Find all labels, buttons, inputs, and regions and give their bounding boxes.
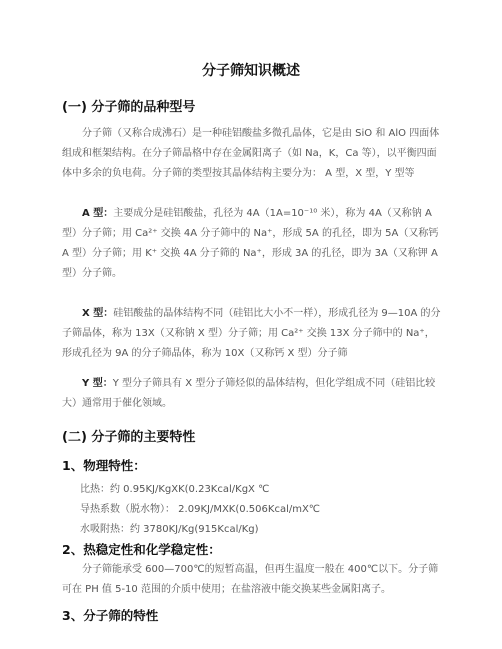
paragraph-type-y [62, 374, 442, 414]
subheading-physical: 1、物理特性： [62, 458, 146, 473]
line-adsorption-heat: 水吸附热：约 3780KJ/Kg(915Kcal/Kg) [80, 524, 259, 535]
paragraph-stability: 分子筛能承受 600—700℃的短暂高温，但再生温度一般在 400℃以下。分子筛可在 PH 值 5-10 范围的介质中使用；在盐溶液中能交换某些金属阳离子。 [62, 564, 439, 595]
subheading-stability: 2、热稳定性和化学稳定性： [62, 542, 221, 557]
type-x-text: 硅铝酸盐的晶体结构不同（硅铝比大小不一样），形成孔径为 9—10A 的分子筛晶体，称为 13X（又称钠 X 型）分子筛；用 Ca²⁺ 交换 13X 分子筛中的 Na⁺，形成孔径为 9A 的分子筛晶体，称为 10X（又称钙 X 型）分子筛 [62, 308, 441, 359]
term-type-y: Y 型： [82, 378, 113, 389]
type-a-text: 主要成分是硅铝酸盐，孔径为 4A（1A=10⁻¹⁰ 米），称为 4A（又称钠 A 型）分子筛；用 Ca²⁺ 交换 4A 分子筛中的 Na⁺，形成 5A 的孔径，即为 5A（又称钙 A 型）分子筛；用 K⁺ 交换 4A 分子筛的 Na⁺，形成 3A 的孔径，即为 3A（又称钾 A 型）分子筛。 [62, 208, 439, 279]
term-type-a: A 型： [82, 208, 114, 219]
paragraph-intro: 分子筛（又称合成沸石）是一种硅铝酸盐多微孔晶体，它是由 SiO 和 AlO 四面体组成和框架结构。在分子筛晶格中存在金属阳离子（如 Na，K，Ca 等），以平衡四面体中多余的负电荷。分子筛的类型按其晶体结构主要分为： A 型，X 型，Y 型等 [62, 128, 440, 179]
section-heading-types: (一) 分子筛的品种型号 [62, 100, 196, 115]
section-heading-properties: (二) 分子筛的主要特性 [62, 430, 196, 445]
paragraph-type-a [62, 204, 442, 284]
document-title: 分子筛知识概述 [202, 63, 300, 79]
paragraph-type-x [62, 304, 442, 364]
subheading-characteristics: 3、分子筛的特性 [62, 608, 159, 623]
line-thermal-conductivity: 导热系数（脱水物）： 2.09KJ/MXK(0.506Kcal/mX℃ [80, 504, 321, 515]
term-type-x: X 型： [82, 308, 114, 319]
line-specific-heat: 比热：约 0.95KJ/KgXK(0.23Kcal/KgX ℃ [80, 484, 270, 495]
type-y-text: Y 型分子筛具有 X 型分子筛烃似的晶体结构，但化学组成不同（硅铝比较大）通常用于催化领域。 [62, 378, 436, 409]
